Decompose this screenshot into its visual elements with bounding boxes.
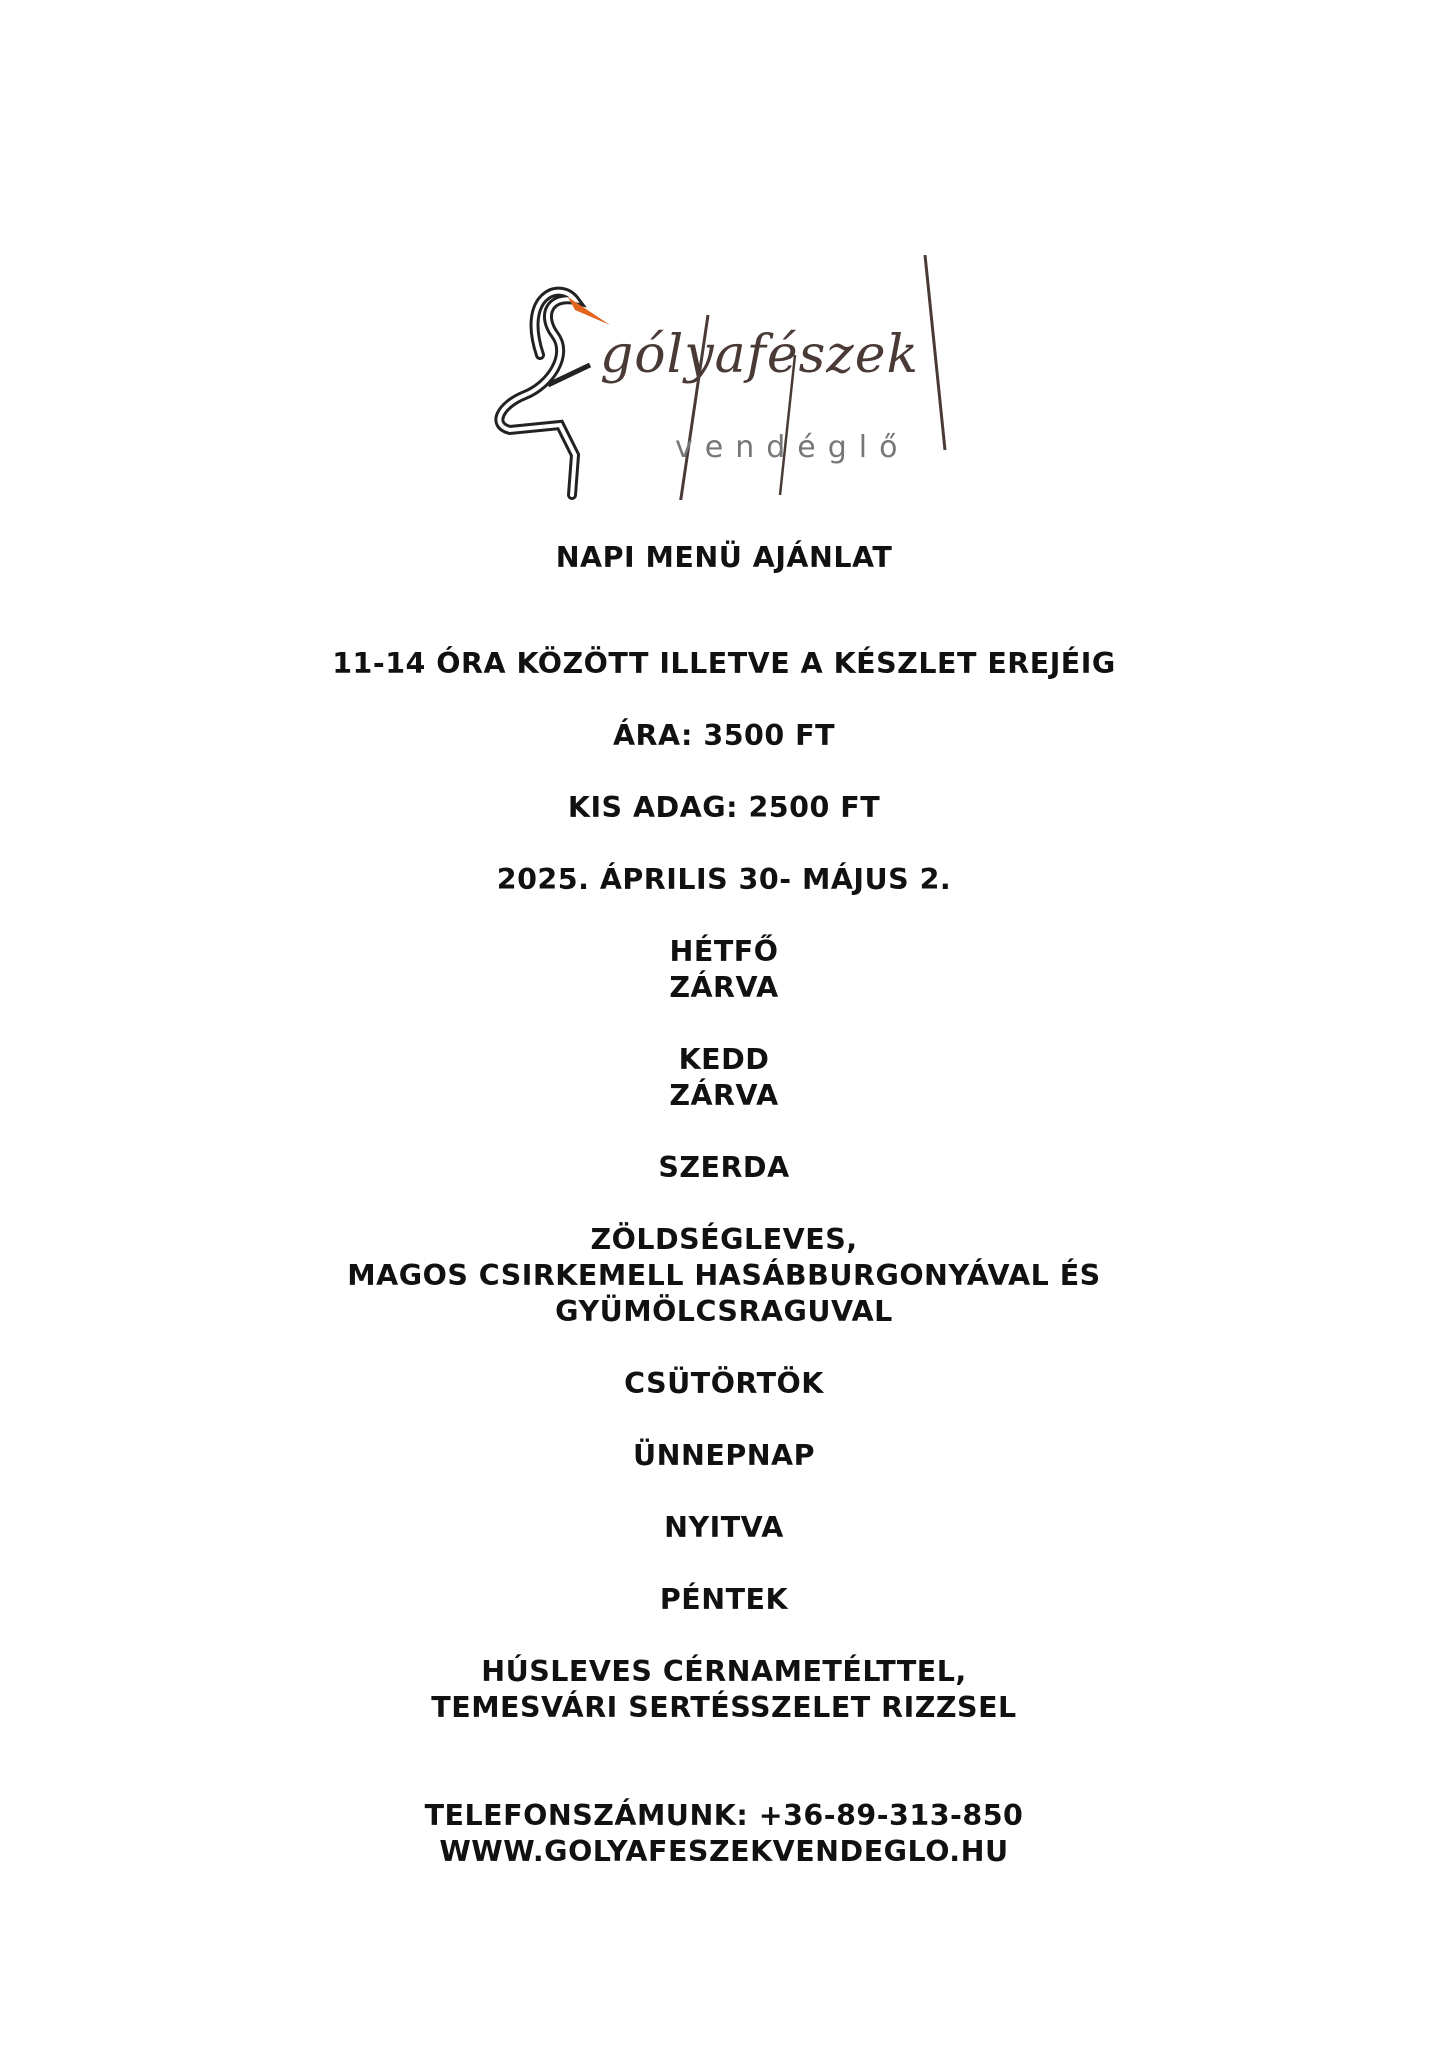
friday-dish-2: TEMESVÁRI SERTÉSSZELET RIZZSEL	[431, 1691, 1017, 1724]
day-monday-status: ZÁRVA	[669, 971, 779, 1004]
menu-price: ÁRA: 3500 FT	[612, 719, 836, 752]
day-friday: PÉNTEK	[659, 1583, 789, 1616]
day-monday: HÉTFŐ	[669, 935, 779, 968]
logo-subtitle: vendéglő	[675, 430, 910, 465]
logo-name: gólyafészek	[600, 325, 919, 385]
contact-website: WWW.GOLYAFESZEKVENDEGLO.HU	[439, 1835, 1009, 1868]
stork-beak-icon	[568, 297, 610, 325]
wednesday-dish-2: MAGOS CSIRKEMELL HASÁBBURGONYÁVAL ÉS	[347, 1259, 1101, 1292]
small-portion-price: KIS ADAG: 2500 FT	[567, 791, 881, 824]
thursday-holiday: ÜNNEPNAP	[633, 1439, 815, 1472]
date-range: 2025. ÁPRILIS 30- MÁJUS 2.	[496, 863, 952, 896]
contact-phone: TELEFONSZÁMUNK: +36-89-313-850	[424, 1799, 1024, 1832]
daily-menu	[0, 540, 1448, 1870]
friday-dish-1: HÚSLEVES CÉRNAMETÉLTTEL,	[481, 1655, 967, 1688]
wednesday-dish-1: ZÖLDSÉGLEVES,	[590, 1223, 858, 1256]
menu-title: NAPI MENÜ AJÁNLAT	[555, 541, 893, 574]
day-thursday: CSÜTÖRTÖK	[624, 1367, 824, 1400]
day-wednesday: SZERDA	[658, 1151, 790, 1184]
day-tuesday-status: ZÁRVA	[669, 1079, 779, 1112]
serving-hours: 11-14 ÓRA KÖZÖTT ILLETVE A KÉSZLET EREJÉIG	[332, 647, 1116, 680]
wednesday-dish-3: GYÜMÖLCSRAGUVAL	[555, 1295, 893, 1328]
thursday-open: NYITVA	[664, 1511, 784, 1544]
restaurant-logo	[480, 255, 1000, 500]
day-tuesday: KEDD	[678, 1043, 770, 1076]
stork-outline-icon	[499, 292, 575, 495]
